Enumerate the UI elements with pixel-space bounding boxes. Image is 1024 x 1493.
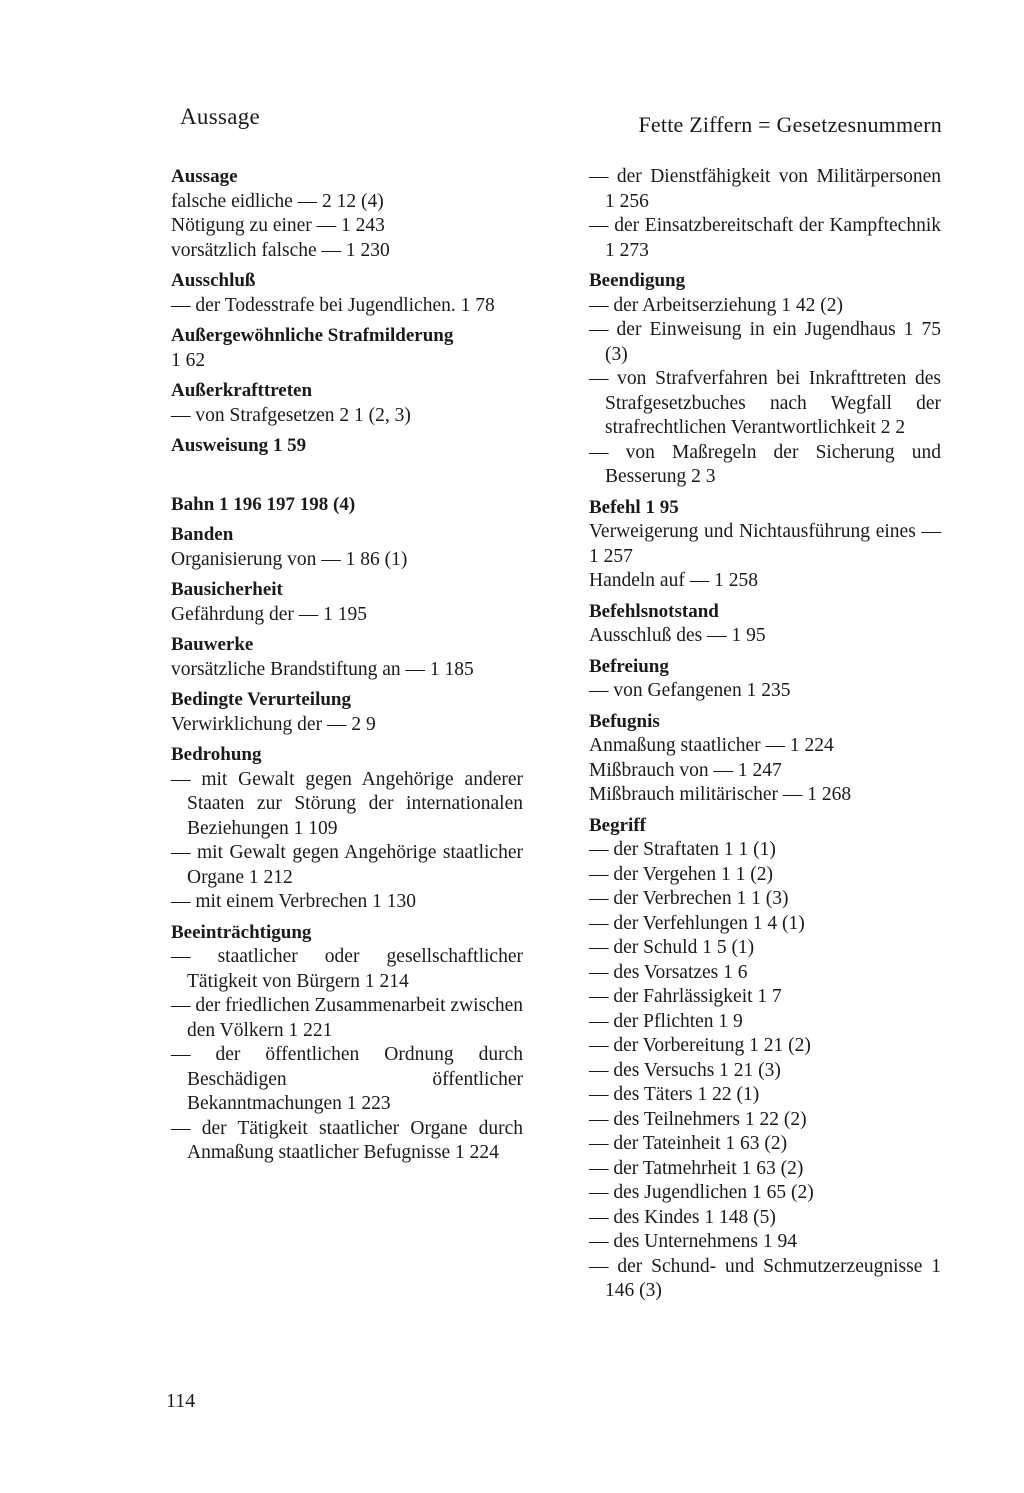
index-reference: Handeln auf — 1 258 xyxy=(589,570,758,591)
index-reference: — der Straftaten 1 1 (1) xyxy=(589,839,776,860)
index-reference: — von Maßregeln der Sicherung und Besserung 2 3 xyxy=(589,441,941,487)
index-keyword: Befehlsnotstand xyxy=(589,600,719,622)
index-reference: — des Täters 1 22 (1) xyxy=(589,1084,760,1105)
index-reference: vorsätzlich falsche — 1 230 xyxy=(171,239,390,261)
index-column-right xyxy=(589,165,941,1310)
index-entry xyxy=(171,324,523,373)
index-keyword: Begriff xyxy=(589,814,646,836)
index-reference: Nötigung zu einer — 1 243 xyxy=(171,215,385,236)
index-reference: — mit Gewalt gegen Angehörige anderer Staaten zur Störung der internationalen Beziehungen 1 109 xyxy=(171,768,523,839)
index-reference: — der Einsatzbereitschaft der Kampftechnik 1 273 xyxy=(589,215,941,261)
index-reference: Mißbrauch militärischer — 1 268 xyxy=(589,784,852,805)
index-entry xyxy=(171,269,523,318)
index-keyword: Bauwerke xyxy=(171,634,254,655)
index-reference: — der Verfehlungen 1 4 (1) xyxy=(589,912,805,934)
index-keyword: Banden xyxy=(171,524,234,545)
index-reference: — der friedlichen Zusammenarbeit zwischen den Völkern 1 221 xyxy=(171,995,523,1041)
index-reference: — staatlicher oder gesellschaftlicher Tätigkeit von Bürgern 1 214 xyxy=(171,946,523,992)
index-reference: — von Gefangenen 1 235 xyxy=(589,680,791,701)
index-entry xyxy=(171,633,523,682)
index-reference: — der Schuld 1 5 (1) xyxy=(589,937,755,958)
index-column-left xyxy=(171,165,523,1172)
index-reference: — der Tateinheit 1 63 (2) xyxy=(589,1133,788,1154)
index-keyword: Bausicherheit xyxy=(171,579,283,600)
index-reference: Ausschluß des — 1 95 xyxy=(589,625,766,646)
index-reference: — mit einem Verbrechen 1 130 xyxy=(171,891,416,912)
index-keyword: Befreiung xyxy=(589,655,669,677)
index-reference: 1 62 xyxy=(171,349,206,371)
index-reference: — des Jugendlichen 1 65 (2) xyxy=(589,1182,814,1203)
index-keyword: Befugnis xyxy=(589,710,660,732)
index-entry xyxy=(171,493,523,518)
index-reference: — der Todesstrafe bei Jugendlichen. 1 78 xyxy=(171,294,495,316)
index-reference: — der Vorbereitung 1 21 (2) xyxy=(589,1035,811,1056)
page-number: 114 xyxy=(166,1390,196,1412)
index-entry xyxy=(171,165,523,263)
index-reference: — der Fahrlässigkeit 1 7 xyxy=(589,986,782,1007)
index-reference: — der Verbrechen 1 1 (3) xyxy=(589,888,789,909)
index-reference: Organisierung von — 1 86 (1) xyxy=(171,548,408,570)
index-reference: — der Tätigkeit staatlicher Organe durch Anmaßung staatlicher Befugnisse 1 224 xyxy=(171,1117,523,1163)
index-entry xyxy=(171,578,523,627)
index-reference: — der Einweisung in ein Jugendhaus 1 75 (3) xyxy=(589,319,941,365)
index-keyword: Befehl 1 95 xyxy=(589,496,679,518)
index-reference: — mit Gewalt gegen Angehörige staatlicher Organe 1 212 xyxy=(171,842,523,888)
index-reference: — des Teilnehmers 1 22 (2) xyxy=(589,1108,807,1130)
index-entry xyxy=(171,434,523,459)
index-reference: Mißbrauch von — 1 247 xyxy=(589,759,782,781)
index-entry xyxy=(171,743,523,915)
index-keyword: Beendigung xyxy=(589,270,686,291)
index-reference: — der Schund- und Schmutzerzeugnisse 1 146 (3) xyxy=(589,1255,941,1301)
index-entry xyxy=(589,165,941,263)
index-entry xyxy=(589,600,941,649)
index-reference: — des Kindes 1 148 (5) xyxy=(589,1206,776,1228)
index-reference: — des Vorsatzes 1 6 xyxy=(589,961,748,983)
index-reference: Verwirklichung der — 2 9 xyxy=(171,713,376,735)
index-keyword: Ausweisung 1 59 xyxy=(171,435,307,456)
index-entry xyxy=(589,655,941,704)
index-reference: — von Strafverfahren bei Inkrafttreten des Strafgesetzbuches nach Wegfall der strafrechtlichen Verantwortlichkeit 2 2 xyxy=(589,368,941,438)
index-entry xyxy=(589,710,941,808)
running-head-note: Fette Ziffern = Gesetzesnummern xyxy=(638,112,942,137)
index-reference: — der Tatmehrheit 1 63 (2) xyxy=(589,1157,804,1179)
index-keyword: Beeinträchtigung xyxy=(171,921,312,943)
index-keyword: Außerkrafttreten xyxy=(171,380,313,401)
index-entry xyxy=(171,688,523,737)
index-keyword: Außergewöhnliche Strafmilderung xyxy=(171,325,454,346)
index-entry xyxy=(171,379,523,428)
index-keyword: Bedingte Verurteilung xyxy=(171,689,351,710)
index-entry xyxy=(589,269,941,490)
index-reference: falsche eidliche — 2 12 (4) xyxy=(171,190,384,212)
index-reference: vorsätzliche Brandstiftung an — 1 185 xyxy=(171,658,474,680)
index-entry xyxy=(171,921,523,1166)
index-reference: — der Arbeitserziehung 1 42 (2) xyxy=(589,294,843,316)
index-reference: — des Unternehmens 1 94 xyxy=(589,1231,797,1252)
running-head-keyword: Aussage xyxy=(180,104,261,129)
index-reference: — der Vergehen 1 1 (2) xyxy=(589,863,773,885)
index-reference: Anmaßung staatlicher — 1 224 xyxy=(589,735,834,756)
index-reference: — des Versuchs 1 21 (3) xyxy=(589,1059,781,1081)
index-entry xyxy=(589,496,941,594)
index-entry xyxy=(171,523,523,572)
index-keyword: Ausschluß xyxy=(171,270,256,291)
index-reference: Gefährdung der — 1 195 xyxy=(171,603,368,625)
index-keyword: Aussage xyxy=(171,166,238,187)
index-reference: — der Pflichten 1 9 xyxy=(589,1010,743,1032)
index-reference: Verweigerung und Nichtausführung eines — 1 257 xyxy=(589,521,941,567)
index-reference: — der Dienstfähigkeit von Militärpersonen 1 256 xyxy=(589,166,941,212)
index-entry xyxy=(589,814,941,1304)
index-keyword: Bahn 1 196 197 198 (4) xyxy=(171,493,356,515)
index-keyword: Bedrohung xyxy=(171,744,262,765)
index-reference: — der öffentlichen Ordnung durch Beschädigen öffentlicher Bekanntmachungen 1 223 xyxy=(171,1044,523,1114)
index-reference: — von Strafgesetzen 2 1 (2, 3) xyxy=(171,404,411,426)
